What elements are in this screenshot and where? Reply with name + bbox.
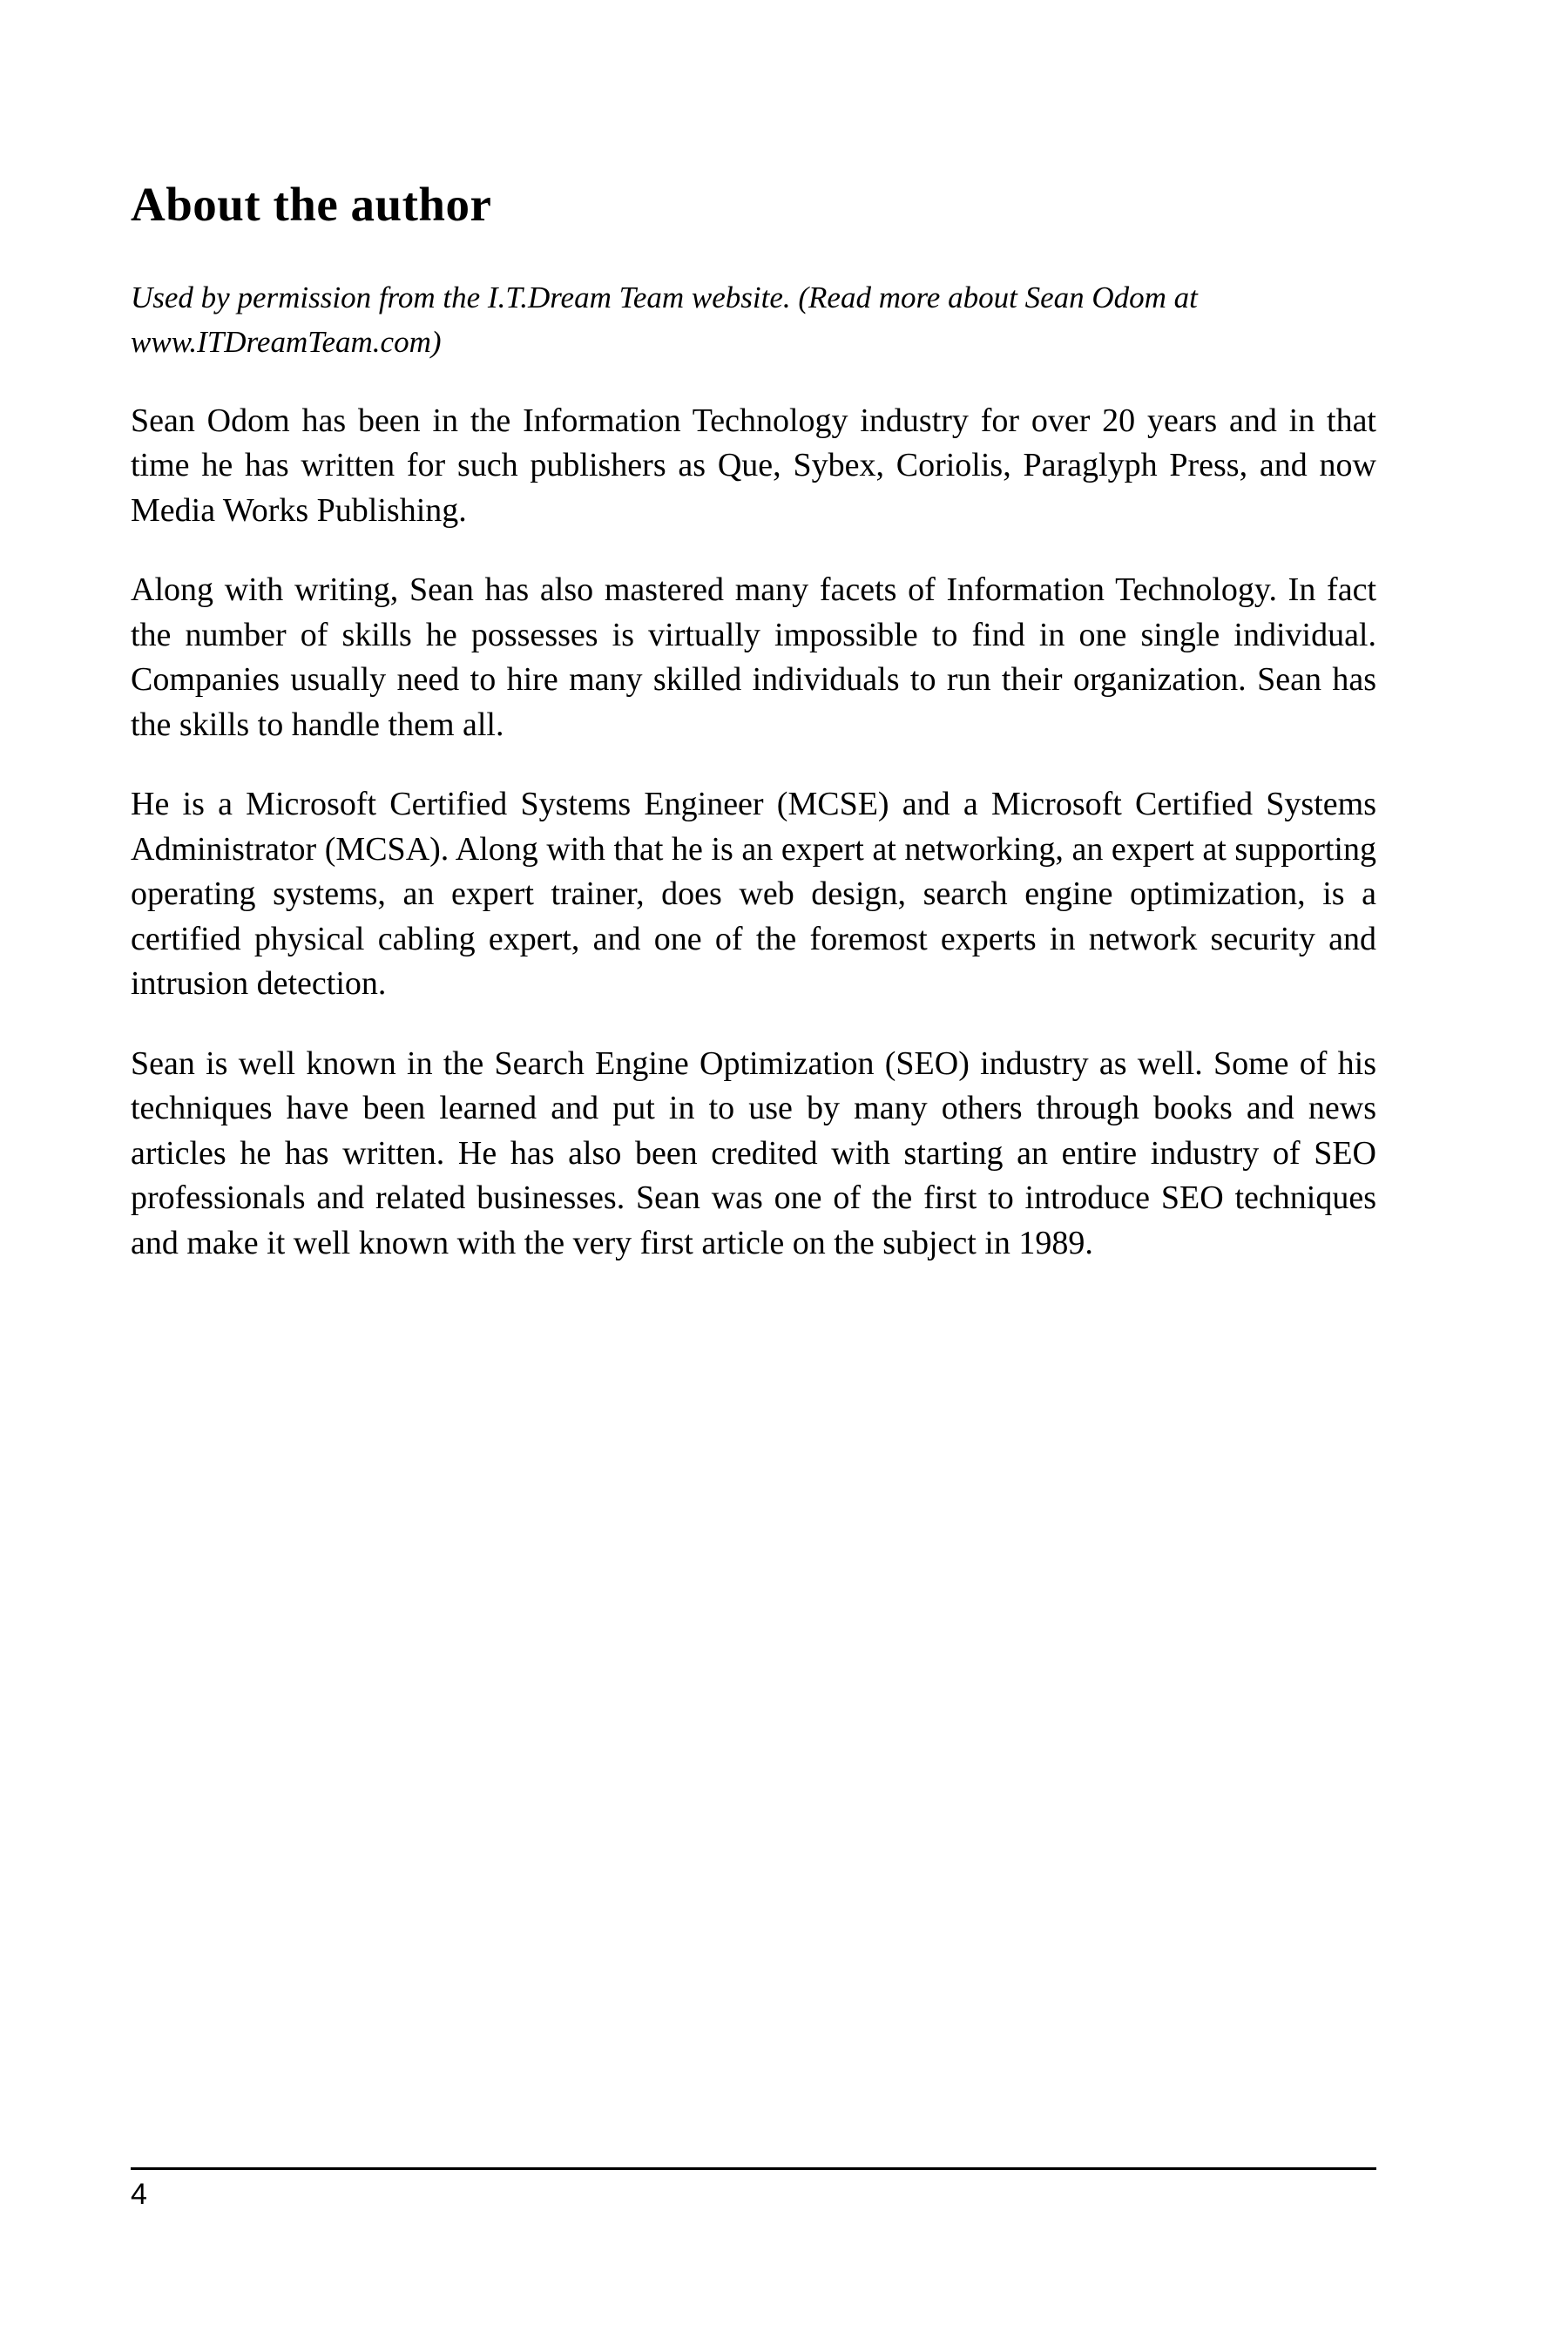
paragraph-skills: Along with writing, Sean has also mastered many facets of Information Technology. In fact the number of skills he possesses is virtually impossible to find in one single individual. Companies usually need to hire many skilled individuals to run their organization. Sean has the skills to handle them all. (131, 571, 1376, 743)
page-number: 4 (131, 2178, 147, 2211)
permission-note: Used by permission from the I.T.Dream Team website. (Read more about Sean Odom at www.ITDreamTeam.com) (131, 280, 1198, 359)
paragraph-career: Sean Odom has been in the Information Technology industry for over 20 years and in that time he has written for such publishers as Que, Sybex, Coriolis, Paraglyph Press, and now Media Works Publishing. (131, 402, 1376, 529)
page-content (131, 179, 1376, 1301)
section-heading: About the author (131, 178, 492, 231)
paragraph-seo: Sean is well known in the Search Engine Optimization (SEO) industry as well. Some of his techniques have been learned and put in to use by many others through books and news articles he has written. He has also been credited with starting an entire industry of SEO professionals and related businesses. Sean was one of the first to introduce SEO techniques and make it well known with the very first article on the subject in 1989. (131, 1044, 1376, 1261)
footer-divider (131, 2167, 1376, 2170)
paragraph-certifications: He is a Microsoft Certified Systems Engineer (MCSE) and a Microsoft Certified Systems Administrator (MCSA). Along with that he is an expert at networking, an expert at supporting operating systems, an expert trainer, does web design, search engine optimization, is a certified physical cabling expert, and one of the foremost experts in network security and intrusion detection. (131, 786, 1376, 1002)
